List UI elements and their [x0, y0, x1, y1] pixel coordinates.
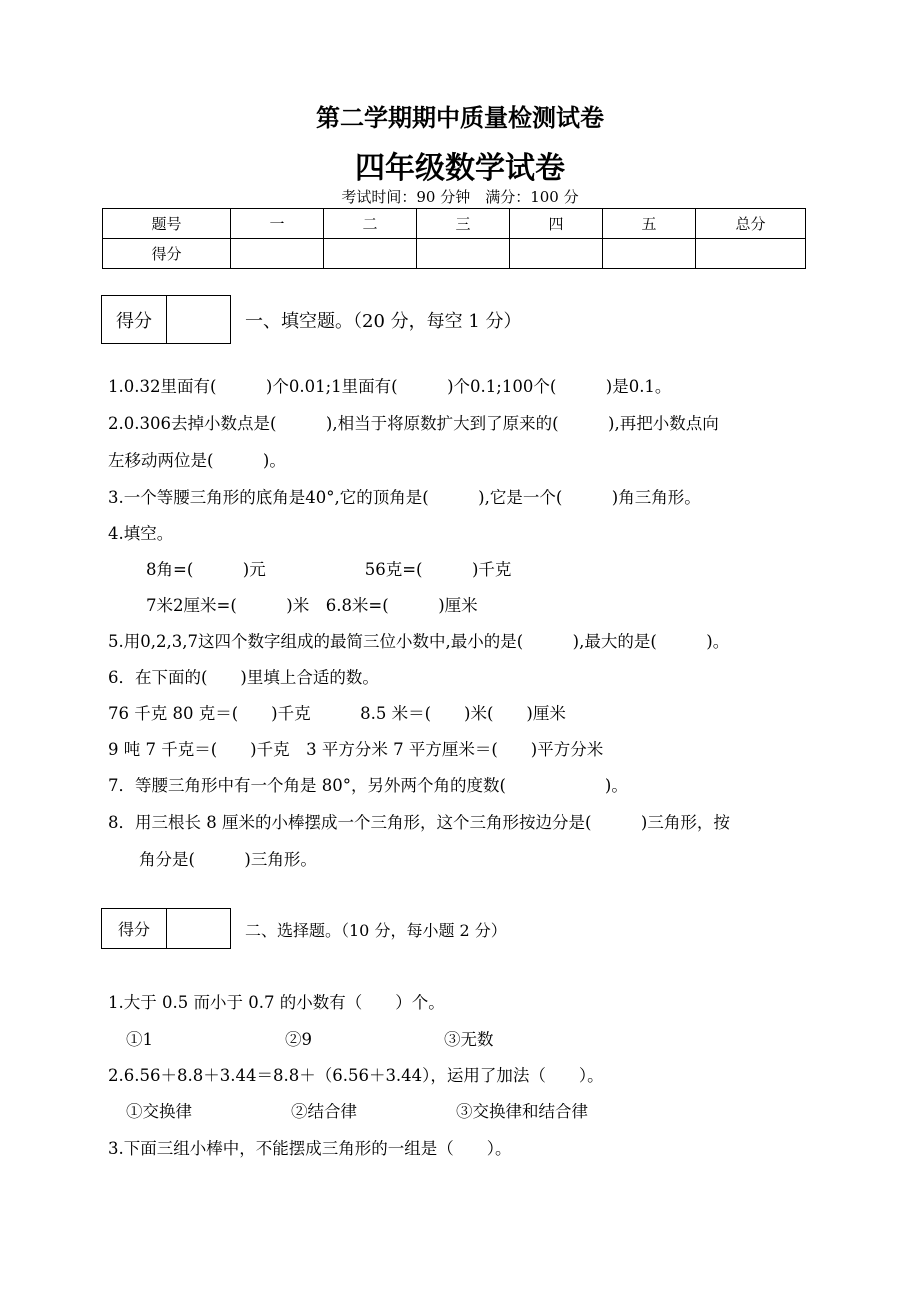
- question-line: 3.一个等腰三角形的底角是40°,它的顶角是( ),它是一个( )角三角形。: [108, 488, 701, 507]
- score-table-score-row: [103, 239, 806, 269]
- score-cell[interactable]: [324, 239, 417, 269]
- score-table-header-row: [103, 209, 806, 239]
- choice-line: ①交换律 ②结合律 ③交换律和结合律: [126, 1102, 588, 1121]
- choice-line: ①1 ②9 ③无数: [126, 1030, 494, 1049]
- score-cell[interactable]: [417, 239, 510, 269]
- question-line: 角分是( )三角形。: [139, 850, 317, 869]
- question-line: 7．等腰三角形中有一个角是 80°，另外两个角的度数( )。: [108, 776, 628, 795]
- section2-score-label: 得分: [102, 909, 167, 948]
- section2-score-box: [101, 908, 231, 949]
- exam-title: 四年级数学试卷: [355, 151, 565, 186]
- score-cell[interactable]: [696, 239, 806, 269]
- question-line: 5.用0,2,3,7这四个数字组成的最简三位小数中,最小的是( ),最大的是( )。: [108, 632, 730, 651]
- section1-score-label: 得分: [102, 296, 167, 343]
- section1-heading: 一、填空题。（20 分，每空 1 分）: [245, 311, 522, 332]
- score-row-label: 得分: [103, 239, 231, 269]
- score-table-header: 四: [510, 209, 603, 239]
- question-line: 8角=( )元 56克=( )千克: [146, 560, 512, 579]
- question-line: 76 千克 80 克＝( )千克 8.5 米＝( )米( )厘米: [108, 704, 566, 723]
- score-table-header: 题号: [103, 209, 231, 239]
- score-table-header: 一: [231, 209, 324, 239]
- score-table: [102, 208, 806, 269]
- question-line: 左移动两位是( )。: [108, 451, 286, 470]
- score-cell[interactable]: [603, 239, 696, 269]
- question-line: 4.填空。: [108, 524, 174, 543]
- score-cell[interactable]: [231, 239, 324, 269]
- score-table-header: 三: [417, 209, 510, 239]
- section1-score-box: [101, 295, 231, 344]
- score-table-header: 五: [603, 209, 696, 239]
- section1-score-input[interactable]: [167, 296, 230, 343]
- exam-info: 考试时间：90 分钟 满分：100 分: [341, 188, 579, 206]
- question-line: 2.0.306去掉小数点是( ),相当于将原数扩大到了原来的( ),再把小数点向: [108, 414, 719, 433]
- section2-score-input[interactable]: [167, 909, 230, 948]
- exam-subtitle: 第二学期期中质量检测试卷: [316, 104, 604, 132]
- question-line: 7米2厘米=( )米 6.8米=( )厘米: [146, 596, 478, 615]
- score-table-header: 二: [324, 209, 417, 239]
- question-line: 9 吨 7 千克＝( )千克 3 平方分米 7 平方厘米＝( )平方分米: [108, 740, 604, 759]
- score-table-header: 总分: [696, 209, 806, 239]
- section2-heading: 二、选择题。（10 分，每小题 2 分）: [245, 921, 507, 940]
- question-line: 3.下面三组小棒中，不能摆成三角形的一组是（ ）。: [108, 1139, 512, 1158]
- score-cell[interactable]: [510, 239, 603, 269]
- question-line: 1.大于 0.5 而小于 0.7 的小数有（ ）个。: [108, 993, 445, 1012]
- question-line: 8．用三根长 8 厘米的小棒摆成一个三角形，这个三角形按边分是( )三角形，按: [108, 813, 730, 832]
- question-line: 6．在下面的( )里填上合适的数。: [108, 668, 379, 687]
- question-line: 1.0.32里面有( )个0.01;1里面有( )个0.1;100个( )是0.1。: [108, 377, 672, 396]
- question-line: 2.6.56＋8.8＋3.44＝8.8＋（6.56＋3.44），运用了加法（ ）。: [108, 1066, 604, 1085]
